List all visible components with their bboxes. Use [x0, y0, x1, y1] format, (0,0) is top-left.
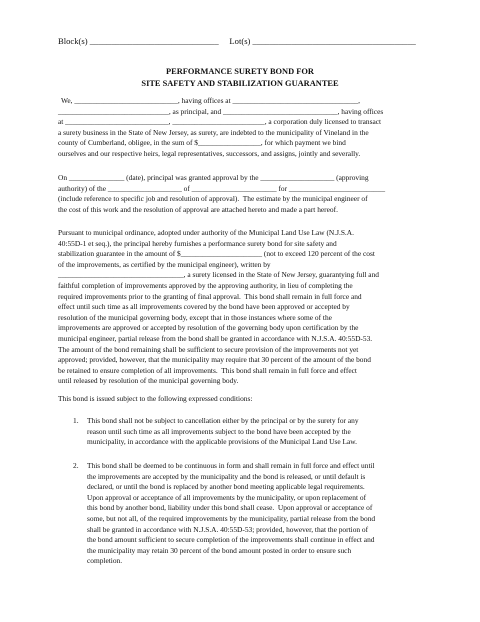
paragraph-line: On _______________ (date), principal was granted approval by the ____________________ (approving	[58, 173, 369, 182]
condition-text	[87, 416, 453, 448]
paragraph-line: faithful completion of improvements approved by the approving authority, in lieu of completing the	[58, 280, 353, 290]
ordinance-paragraph	[58, 228, 454, 387]
paragraph-line: stabilization guarantee in the amount of $______________________ (not to exceed 120 percent of the cost	[58, 249, 375, 259]
paragraph-line: effect until such time as all improvements covered by the bond have been approved or accepted by	[58, 302, 350, 312]
condition-line: municipality, in accordance with the applicable provisions of the Municipal Land Use Law.	[87, 437, 357, 447]
condition-text	[87, 461, 453, 567]
condition-line: shall be granted in accordance with N.J.S.A. 40:55D-53; provided, however, that the portion of	[87, 524, 369, 534]
approval-paragraph	[58, 173, 454, 215]
conditions-intro	[58, 394, 454, 405]
condition-line: the bond amount sufficient to secure completion of the improvements shall continue in effect and	[87, 535, 375, 545]
paragraph-line: the cost of this work and the resolution of approval are attached hereto and made a part hereof.	[58, 204, 338, 214]
condition-line: This bond shall be deemed to be continuous in form and shall remain in full force and effect until	[87, 461, 375, 470]
condition-line: Upon approval or acceptance of all improvements by the municipality, or upon replacement of	[87, 492, 367, 502]
condition-line: some, but not all, of the required improvements by the municipality, partial release from the bond	[87, 513, 376, 523]
document-title-line-1: PERFORMANCE SURETY BOND FOR	[166, 67, 314, 76]
paragraph-line: required improvements prior to the granting of final approval. This bond shall remain in full force and	[58, 291, 362, 301]
paragraph-line: ______________________________, as principal, and _______________________________, having offices	[58, 106, 384, 116]
condition-number: 2.	[73, 461, 79, 470]
paragraph-line: county of Cumberland, obligee, in the sum of $_________________, for which payment we bind	[58, 138, 346, 148]
paragraph-line: (include reference to specific job and resolution of approval). The estimate by the municipal engineer of	[58, 194, 368, 204]
paragraph-line: a surety business in the State of New Jersey, as surety, are indebted to the municipality of Vineland in the	[58, 127, 369, 137]
obligation-paragraph	[58, 96, 454, 160]
condition-line: This bond shall not be subject to cancellation either by the principal or by the surety for any	[87, 416, 359, 425]
document-title-line-2: SITE SAFETY AND STABILIZATION GUARANTEE	[141, 79, 339, 88]
paragraph-line: approved; provided, however, that the municipality may require that 30 percent of the amount of the bond	[58, 355, 371, 365]
paragraph-line: of the improvements, as certified by the municipal engineer), written by	[58, 259, 271, 269]
condition-line: the improvements are accepted by the municipality and the bond is released, or until default is	[87, 471, 366, 481]
condition-line: this bond by another bond, liability under this bond shall cease. Upon approval or acceptance of	[87, 503, 373, 513]
paragraph-line: resolution of the municipal governing body, except that in those instances where some of the	[58, 312, 332, 322]
paragraph-line: municipal engineer, partial release from the bond shall be granted in accordance with N.J.S.A. 40:55D-53.	[58, 333, 373, 343]
paragraph-line: This bond is issued subject to the following expressed conditions:	[58, 394, 253, 403]
paragraph-line: Pursuant to municipal ordinance, adopted under authority of the Municipal Land Use Law (N.J.S.A.	[58, 228, 354, 237]
condition-line: declared, or until the bond is replaced by another bond meeting applicable legal requirements.	[87, 482, 365, 492]
paragraph-line: improvements are approved or accepted by resolution of the governing body upon certification by the	[58, 323, 359, 333]
condition-line: the municipality may retain 30 percent of the bond amount posted in order to ensure such	[87, 545, 352, 555]
condition-line: completion.	[87, 556, 123, 566]
block-lot-header: Block(s) ______________________________ Lot(s) ______________________________________	[58, 36, 416, 46]
paragraph-line: ourselves and our respective heirs, legal representatives, successors, and assigns, jointly and severally.	[58, 148, 361, 158]
paragraph-line: at ____________________________, _________________________, a corporation duly licensed to transact	[58, 117, 382, 127]
paragraph-line: __________________________________, a surety licensed in the State of New Jersey, guarantying full and	[58, 270, 379, 280]
paragraph-line: authority) of the ____________________ of _______________________ for __________________________	[58, 183, 386, 193]
condition-line: reason until such time as all improvements subject to the bond have been accepted by the	[87, 426, 351, 436]
paragraph-line: We, ____________________________, having offices at __________________________________,	[61, 96, 360, 105]
paragraph-line: be retained to ensure completion of all improvements. This bond shall remain in full force and effect	[58, 365, 357, 375]
condition-number: 1.	[73, 416, 79, 425]
paragraph-line: The amount of the bond remaining shall be sufficient to secure provision of the improvements not yet	[58, 344, 359, 354]
paragraph-line: until released by resolution of the municipal governing body.	[58, 376, 239, 386]
paragraph-line: 40:55D-1 et seq.), the principal hereby furnishes a performance surety bond for site safety and	[58, 238, 337, 248]
